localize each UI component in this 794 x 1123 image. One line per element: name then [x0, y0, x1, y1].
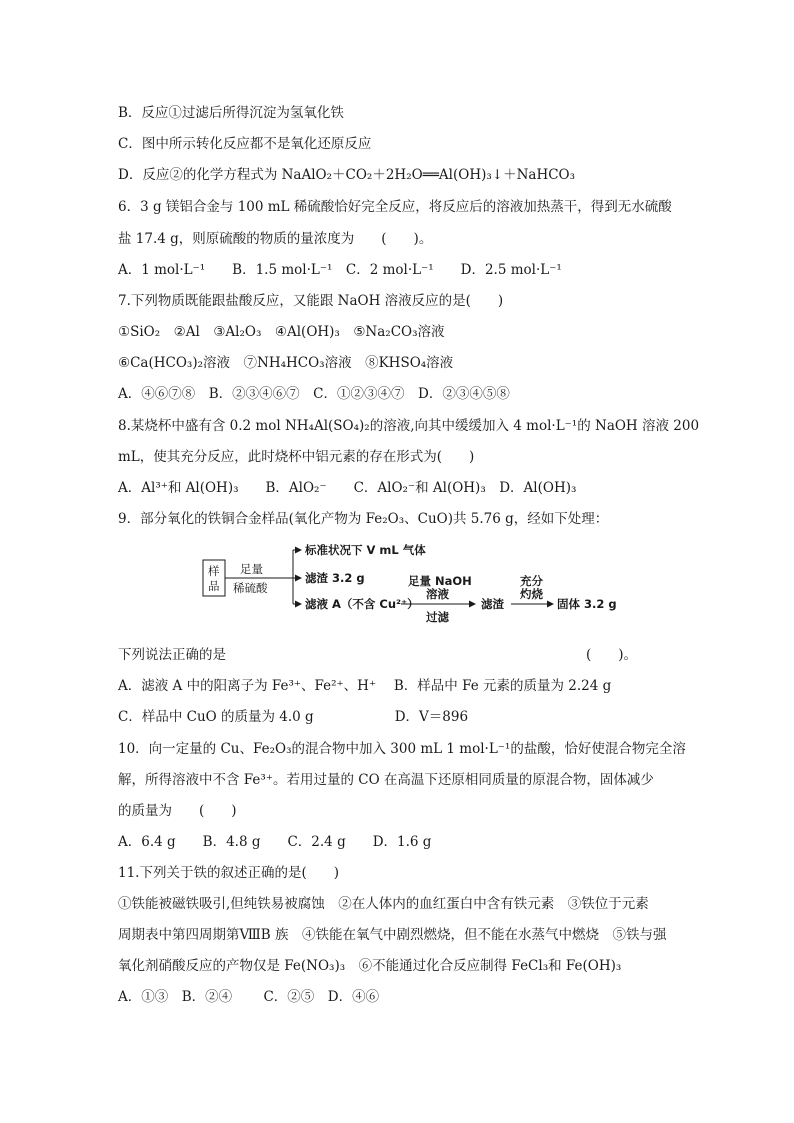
- question-9-options-cd: C．样品中 CuO 的质量为 4.0 g D．V＝896: [118, 709, 469, 725]
- question-8-options: A．Al³⁺和 Al(OH)₃ B．AlO₂⁻ C．AlO₂⁻和 Al(OH)₃ D．Al(OH)₃: [118, 480, 577, 496]
- option-b-line: B．反应①过滤后所得沉淀为氢氧化铁: [118, 105, 344, 121]
- burn-bottom-label: 灼烧: [520, 587, 543, 601]
- question-9-ask: 下列说法正确的是: [118, 647, 226, 663]
- process-flow-diagram: [83, 540, 617, 630]
- reagent-bottom-label: 稀硫酸: [233, 581, 268, 595]
- question-8-line-2: mL，使其充分反应，此时烧杯中铝元素的存在形式为( ): [118, 449, 475, 465]
- question-7-items-1: ①SiO₂ ②Al ③Al₂O₃ ④Al(OH)₃ ⑤Na₂CO₃溶液: [118, 324, 445, 340]
- question-11-options: A．①③ B．②④ C．②⑤ D．④⑥: [118, 989, 380, 1005]
- question-11-items-3: 氧化剂硝酸反应的产物仅是 Fe(NO₃)₃ ⑥不能通过化合反应制得 FeCl₃和 Fe(OH)₃: [118, 958, 622, 974]
- question-10-line-1: 10．向一定量的 Cu、Fe₂O₃的混合物中加入 300 mL 1 mol·L⁻¹的盐酸，恰好使混合物完全溶: [118, 741, 686, 757]
- sample-label: [208, 564, 220, 593]
- question-9-options-ab: A．滤液 A 中的阳离子为 Fe³⁺、Fe²⁺、H⁺ B．样品中 Fe 元素的质量为 2.24 g: [118, 678, 612, 694]
- burn-top-label: 充分: [520, 574, 543, 588]
- sample-char: 样: [208, 564, 220, 578]
- residue2-label: 滤渣: [481, 597, 504, 611]
- question-6-line-1: 6．3 g 镁铝合金与 100 mL 稀硫酸恰好完全反应，将反应后的溶液加热蒸干，得到无水硫酸: [118, 199, 672, 215]
- question-9-answer-paren: ( )。: [586, 647, 638, 663]
- question-10-line-3: 的质量为 ( ): [118, 803, 237, 819]
- question-8-line-1: 8.某烧杯中盛有含 0.2 mol NH₄Al(SO₄)₂的溶液,向其中缓缓加入 4 mol·L⁻¹的 NaOH 溶液 200: [118, 418, 700, 434]
- reagent-top-label: 足量: [240, 562, 263, 576]
- option-c-line: C．图中所示转化反应都不是氧化还原反应: [118, 136, 372, 152]
- question-11-items-2: 周期表中第四周期第ⅧB 族 ④铁能在氧气中剧烈燃烧，但不能在水蒸气中燃烧 ⑤铁与强: [118, 927, 667, 943]
- question-6-line-2: 盐 17.4 g，则原硫酸的物质的量浓度为 ( )。: [118, 231, 433, 247]
- question-10-options: A．6.4 g B．4.8 g C．2.4 g D．1.6 g: [118, 834, 432, 850]
- question-7-stem: 7.下列物质既能跟盐酸反应，又能跟 NaOH 溶液反应的是( ): [118, 293, 504, 309]
- question-10-line-2: 解，所得溶液中不含 Fe³⁺。若用过量的 CO 在高温下还原相同质量的原混合物，固体减少: [118, 772, 654, 788]
- naoh-top-label: 足量 NaOH: [408, 574, 472, 588]
- question-7-options: A．④⑥⑦⑧ B．②③④⑥⑦ C．①②③④⑦ D．②③④⑤⑧: [118, 386, 510, 402]
- question-11-stem: 11.下列关于铁的叙述正确的是( ): [118, 865, 340, 881]
- option-d-line: D．反应②的化学方程式为 NaAlO₂＋CO₂＋2H₂O══Al(OH)₃↓＋NaHCO₃: [118, 167, 576, 183]
- naoh-bottom-label: 过滤: [426, 610, 449, 624]
- solid-product-label: 固体 3.2 g: [557, 597, 617, 611]
- residue-product-label: 滤渣 3.2 g: [305, 571, 365, 585]
- question-11-items-1: ①铁能被磁铁吸引,但纯铁易被腐蚀 ②在人体内的血红蛋白中含有铁元素 ③铁位于元素: [118, 896, 649, 912]
- naoh-mid-label: 溶液: [426, 587, 449, 601]
- sample-char: 品: [208, 579, 220, 593]
- question-9-stem: 9．部分氧化的铁铜合金样品(氧化产物为 Fe₂O₃、CuO)共 5.76 g，经如下处理：: [118, 511, 609, 527]
- filtrate-product-label: 滤液 A（不含 Cu²⁺）: [305, 597, 419, 611]
- question-7-items-2: ⑥Ca(HCO₃)₂溶液 ⑦NH₄HCO₃溶液 ⑧KHSO₄溶液: [118, 355, 454, 371]
- question-6-options: A．1 mol·L⁻¹ B．1.5 mol·L⁻¹ C．2 mol·L⁻¹ D．2.5 mol·L⁻¹: [118, 262, 562, 278]
- gas-product-label: 标准状况下 V mL 气体: [305, 543, 426, 557]
